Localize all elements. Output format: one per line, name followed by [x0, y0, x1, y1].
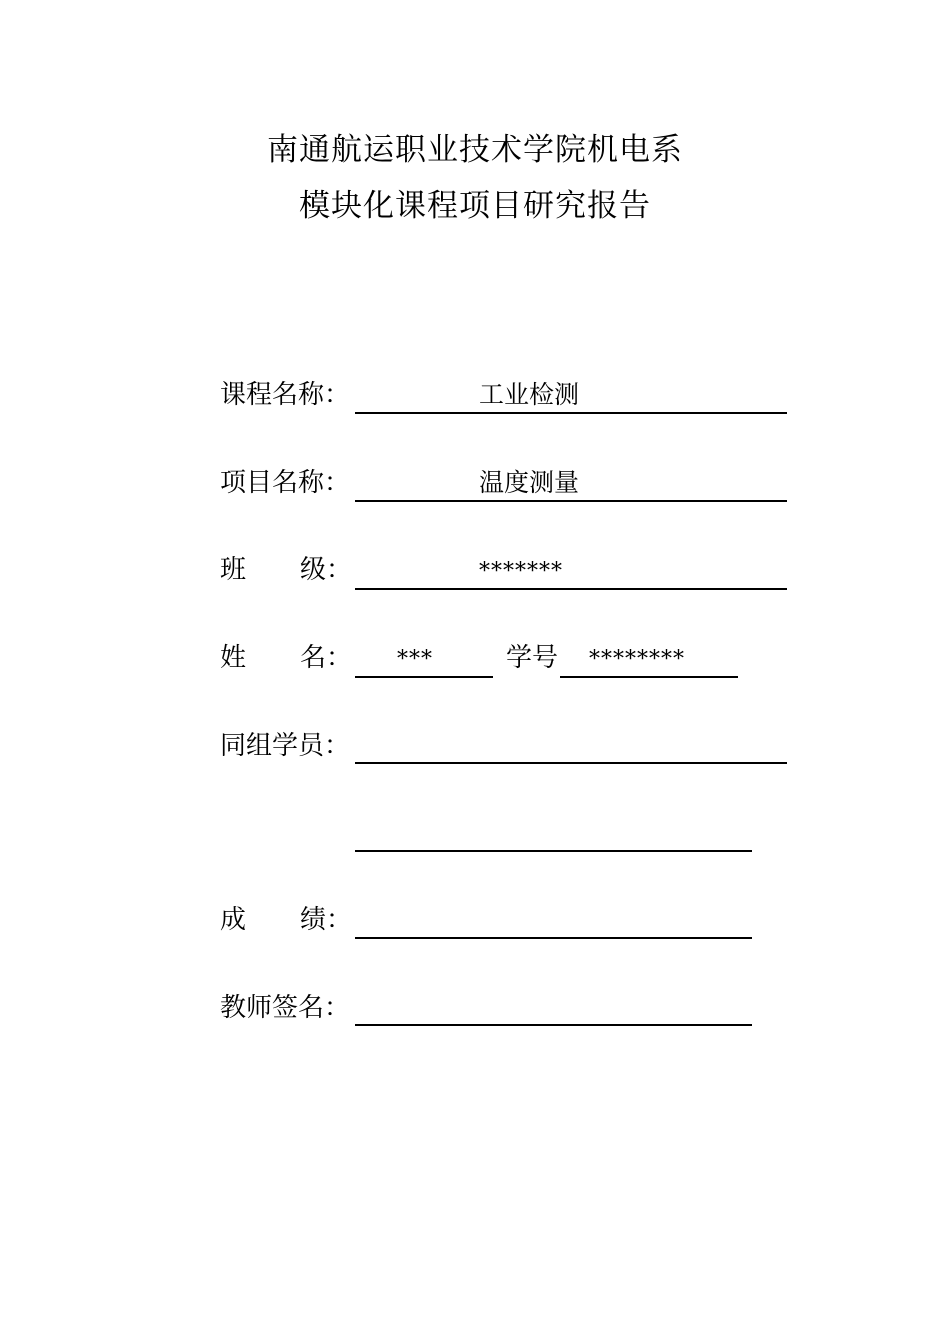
class-value: ******* — [479, 559, 563, 584]
student-id-label: 学号 — [506, 643, 559, 673]
project-name-label: 项目名称： — [220, 468, 351, 498]
grade-label-char2: 绩： — [300, 905, 353, 935]
teacher-signature-underline — [355, 1024, 752, 1026]
student-id-underline — [560, 676, 738, 678]
project-name-value: 温度测量 — [479, 468, 580, 497]
grade-underline — [355, 937, 752, 939]
teacher-signature-label: 教师签名： — [220, 993, 351, 1023]
class-label-char2: 级： — [300, 555, 353, 585]
grade-label-char1: 成 — [220, 905, 247, 935]
group-members-underline-1 — [355, 762, 787, 764]
institution-title: 南通航运职业技术学院机电系 — [267, 132, 683, 168]
group-members-label: 同组学员： — [220, 731, 351, 761]
course-name-value: 工业检测 — [479, 380, 580, 409]
class-underline — [355, 588, 787, 590]
name-value: *** — [397, 647, 433, 672]
course-name-label: 课程名称： — [220, 380, 351, 410]
report-title: 模块化课程项目研究报告 — [299, 188, 651, 224]
name-underline — [355, 676, 493, 678]
student-id-value: ******** — [589, 647, 685, 672]
name-label — [220, 641, 353, 675]
name-label-char2: 名： — [300, 643, 353, 673]
class-label-char1: 班 — [220, 555, 247, 585]
class-label — [220, 553, 353, 587]
name-label-char1: 姓 — [220, 643, 247, 673]
course-name-underline — [355, 412, 787, 414]
grade-label — [220, 903, 353, 937]
group-members-underline-2 — [355, 850, 752, 852]
project-name-underline — [355, 500, 787, 502]
